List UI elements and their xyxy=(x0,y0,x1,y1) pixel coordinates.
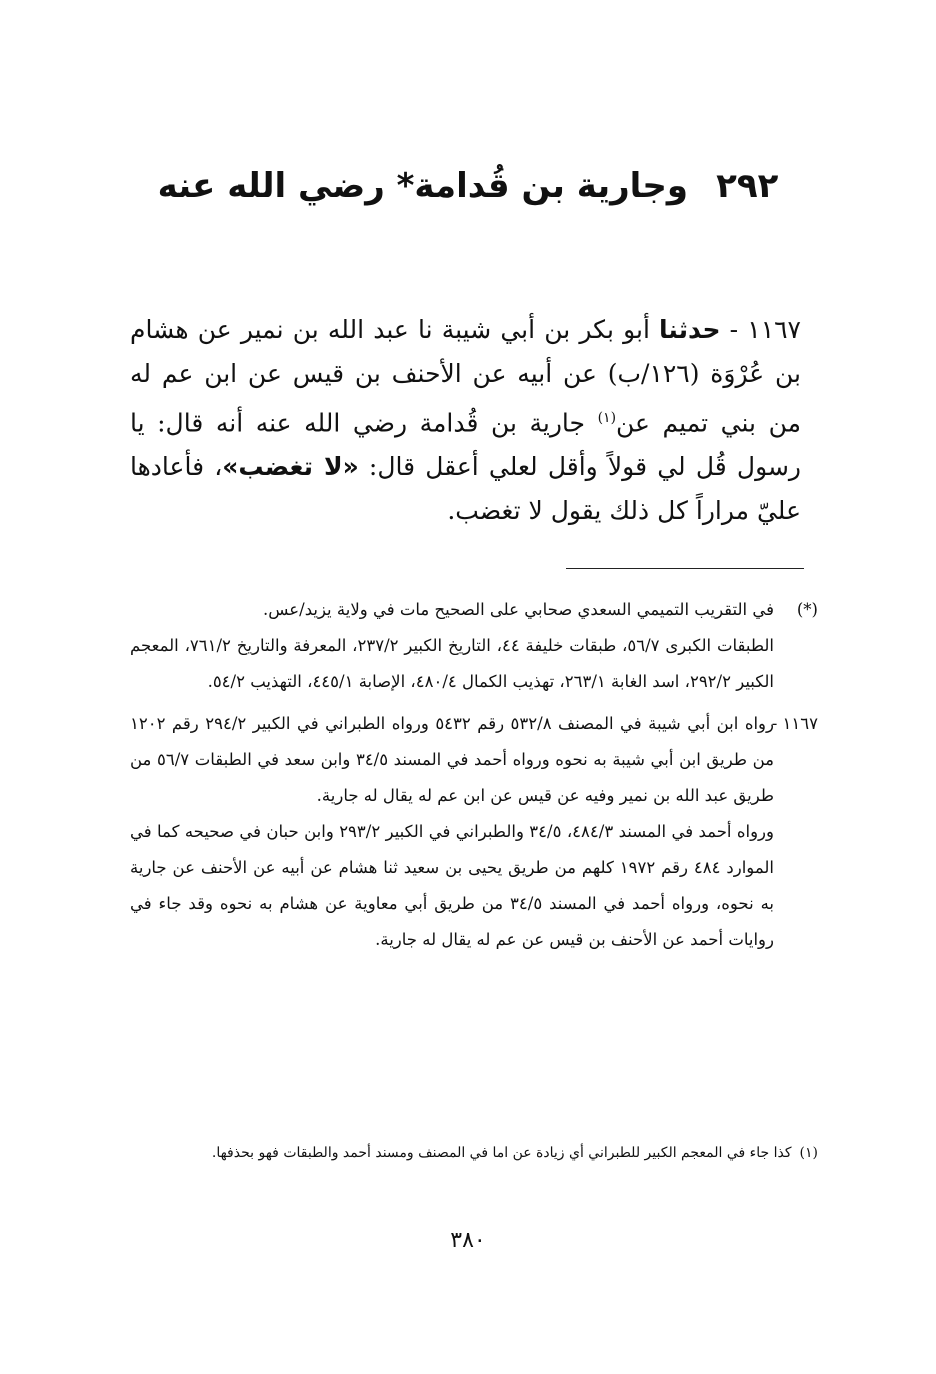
biography-sources: الطبقات الكبرى ٥٦/٧، طبقات خليفة ٤٤، التاريخ الكبير ٢٣٧/٢، المعرفة والتاريخ ٧٦١/٢، المعجم الكبير ٢٩٢/٢، اسد الغابة ٢٦٣/١، تهذيب الكمال ٤٨٠/٤، الإصابة ٤٤٥/١، التهذيب ٥٤/٢. xyxy=(130,636,774,691)
takhrij-paragraph-2: ورواه أحمد في المسند ٤٨٤/٣، ٣٤/٥ والطبراني في الكبير ٢٩٣/٢ وابن حبان في صحيحه كما في الموارد ٤٨٤ رقم ١٩٧٢ كلهم من طريق يحيى بن سعيد ثنا هشام عن أبيه عن الأحنف عن جارية به نحوه، ورواه أحمد في المسند ٣٤/٥ من طريق أبي معاوية عن هشام به نحوه وقد جاء في روايات أحمد عن الأحنف بن قيس عن عم له يقال له جارية. xyxy=(130,822,775,949)
takhrij-note xyxy=(130,706,818,958)
takhrij-paragraph-1: رواه ابن أبي شيبة في المصنف ٥٣٢/٨ رقم ٥٤٣٢ ورواه الطبراني في الكبير ٢٩٤/٢ رقم ١٢٠٢ من طريق ابن أبي شيبة به نحوه ورواه أحمد في المسند ٣٤/٥ وابن سعد في الطبقات ٥٦/٧ من طريق عبد الله بن نمير وفيه عن قيس عن ابن عم له يقال له جارية. xyxy=(130,714,774,805)
takhrij-note-marker: ١١٦٧ - xyxy=(771,714,818,733)
footnote-marker: (١) xyxy=(799,1145,818,1161)
hadith-lead-word: حدثنا xyxy=(659,315,721,344)
hadith-ending: ، فأعادها عليّ مراراً كل ذلك يقول لا تغضب. xyxy=(130,452,801,526)
hadith-isnad: أبو بكر بن أبي شيبة نا عبد الله بن نمير عن هشام بن عُرْوَة (١٢٦/ب) عن أبيه عن الأحنف بن قيس عن ابن عم له من بني تميم عن xyxy=(130,315,801,438)
biography-note-marker: (*) xyxy=(796,600,818,619)
hadith-matn: جارية بن قُدامة رضي الله عنه أنه قال: يا رسول قُل لي قولاً وأقل لعلي أعقل قال: xyxy=(130,408,801,482)
footnote xyxy=(130,1138,818,1168)
footnote-text: كذا جاء في المعجم الكبير للطبراني أي زيادة عن اما في المصنف ومسند أحمد والطبقات فهو بحذفها. xyxy=(211,1145,792,1161)
notes-section xyxy=(130,592,818,964)
chapter-title: وجارية بن قُدامة* رضي الله عنه xyxy=(157,166,689,206)
page-number: ٣٨٠ xyxy=(450,1228,486,1253)
biography-note xyxy=(130,592,818,700)
hadith-number: ١١٦٧ - xyxy=(729,315,801,344)
chapter-heading xyxy=(150,160,786,212)
biography-note-text: في التقريب التميمي السعدي صحابي على الصحيح مات في ولاية يزيد/عس. xyxy=(263,600,774,619)
hadith-text xyxy=(130,308,801,533)
footnote-reference: (١) xyxy=(597,410,617,426)
hadith-quote: «لا تغضب» xyxy=(222,452,359,482)
footnote-divider xyxy=(566,568,804,569)
chapter-number: ٢٩٢ xyxy=(716,166,779,206)
